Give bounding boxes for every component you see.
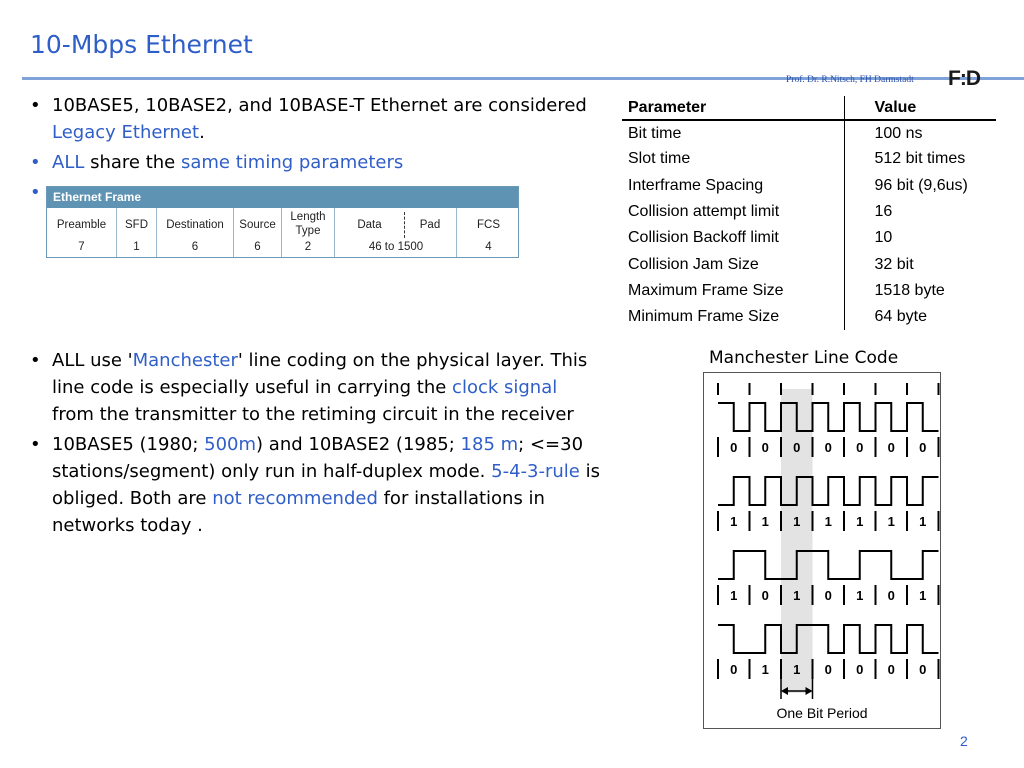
value-cell: 512 bit times [874,150,966,168]
field-name: Length Type [290,211,326,237]
highlighted-text: ALL [52,152,85,173]
bullet-item [30,347,600,428]
bit-label: 1 [761,514,769,529]
parameter-cell: Minimum Frame Size [622,304,844,330]
manchester-title: Manchester Line Code [709,348,899,368]
parameter-cell: Collision Backoff limit [622,225,844,251]
author-credit: Prof. Dr. R.Nitsch, FH Darmstadt [786,75,914,85]
bullet-text: from the transmitter to the retiming circuit in the receiver [52,404,574,425]
waveform-line [718,625,939,653]
field-name: Pad [419,219,441,231]
data-pad-divider [404,212,405,238]
frame-field [157,208,234,257]
highlighted-text: 5-4-3-rule [491,461,580,482]
bit-label: 1 [793,588,801,603]
field-name: FCS [477,219,500,231]
value-cell: 10 [874,229,893,247]
bullet-text: ' line coding on the physical layer. This line code is especially useful in carrying the [52,350,588,398]
bullet-text: ALL use ' [52,350,133,371]
parameter-cell: Interframe Spacing [622,173,844,199]
highlighted-text: 185 m [460,434,519,455]
timing-parameters-table [622,96,996,330]
field-name: Preamble [56,219,107,231]
manchester-waveforms [704,373,942,730]
bit-label: 0 [793,440,801,455]
waveform-line [718,403,939,431]
bit-label: 1 [919,588,927,603]
value-cell: 100 ns [874,124,923,142]
frame-field [457,208,520,257]
header-value: Value [844,96,996,120]
table-row [622,251,996,277]
highlighted-text: Manchester [132,350,238,371]
table-row [622,199,996,225]
bit-label: 0 [761,440,769,455]
bit-label: 1 [919,514,927,529]
bit-label: 1 [856,514,864,529]
bullet-text: 10BASE5 (1980; [52,434,205,455]
bullet-text: for installations in networks today . [52,488,545,536]
field-name: Data [357,219,382,231]
table-row [622,173,996,199]
bit-label: 0 [887,440,895,455]
bit-label: 0 [824,588,832,603]
bit-label: 0 [824,662,832,677]
manchester-diagram [703,372,941,729]
bit-label: 0 [887,662,895,677]
bullet-text: share the [84,152,181,173]
bullet-dot: • [30,152,41,173]
bit-label: 1 [887,514,895,529]
table-row [622,225,996,251]
highlighted-text: same timing parameters [180,152,404,173]
table-row [622,304,996,330]
bit-label: 0 [730,662,738,677]
waveform-line [718,477,939,505]
parameter-cell: Collision attempt limit [622,199,844,225]
bit-label: 0 [919,662,927,677]
table-row [622,120,996,146]
bit-label: 0 [856,440,864,455]
frame-field [117,208,157,257]
highlighted-text: 500m [204,434,257,455]
bullet-dot: • [30,95,41,116]
field-size: 7 [78,241,85,253]
field-size: 6 [191,241,199,253]
fhd-logo: F:D [948,67,980,90]
value-cell: 96 bit (9,6us) [874,176,968,194]
field-size: 2 [304,241,312,253]
value-cell: 64 byte [874,308,927,326]
ethernet-frame-diagram [46,186,519,258]
frame-field [335,208,424,257]
waveform-line [718,551,939,579]
bit-label: 1 [793,514,801,529]
field-size: 1 [133,241,140,253]
bullet-dot: • [30,434,41,455]
field-size: 4 [485,241,492,253]
highlighted-text: Legacy Ethernet [52,122,200,143]
highlighted-text: not recommended [212,488,378,509]
bit-label: 1 [824,514,832,529]
bit-label: 0 [887,588,895,603]
value-cell: 32 bit [874,255,914,273]
field-name: SFD [125,219,148,231]
frame-field [404,208,457,257]
parameter-cell: Maximum Frame Size [622,278,844,304]
frame-field [234,208,282,257]
frame-field [47,208,117,257]
parameter-cell: Collision Jam Size [622,251,844,277]
bit-label: 0 [919,440,927,455]
bullet-text: is obliged. Both are [52,461,600,509]
bit-label: 0 [730,440,738,455]
bullet-text: . [199,122,205,143]
bit-label: 1 [793,662,801,677]
frame-field [282,208,335,257]
field-size: 46 to 1500 [368,241,424,253]
bullet-item [30,149,595,176]
frame-fields [47,208,518,257]
field-name: Destination [166,219,224,231]
bullet-dot: • [30,182,41,203]
field-name: Source [239,219,276,231]
bit-period-caption: One Bit Period [776,705,868,721]
bullet-text: ; <=30 stations/segment) only run in half-duplex mode. [52,434,584,482]
value-cell: 1518 byte [874,281,945,299]
value-cell: 16 [874,203,893,221]
bit-label: 1 [730,514,738,529]
slide-title: 10-Mbps Ethernet [30,30,253,59]
bit-label: 0 [761,588,769,603]
parameter-cell: Slot time [622,146,844,172]
frame-title: Ethernet Frame [47,187,518,208]
table-header-row [622,96,996,120]
highlighted-text: clock signal [452,377,558,398]
bullet-text: ) and 10BASE2 (1985; [256,434,461,455]
bullet-text: 10BASE5, 10BASE2, and 10BASE-T Ethernet are considered [52,95,587,116]
page-number: 2 [960,733,968,749]
bit-label: 0 [824,440,832,455]
table-row [622,278,996,304]
header-parameter: Parameter [622,96,844,120]
bit-label: 0 [856,662,864,677]
parameter-cell: Bit time [622,120,844,146]
bullet-item [30,431,600,539]
bit-label: 1 [730,588,738,603]
bullets-bottom [30,347,600,542]
bit-label: 1 [761,662,769,677]
bullet-item [30,92,595,146]
bit-label: 1 [856,588,864,603]
field-size: 6 [254,241,261,253]
bullet-dot: • [30,350,41,371]
table-row [622,146,996,172]
